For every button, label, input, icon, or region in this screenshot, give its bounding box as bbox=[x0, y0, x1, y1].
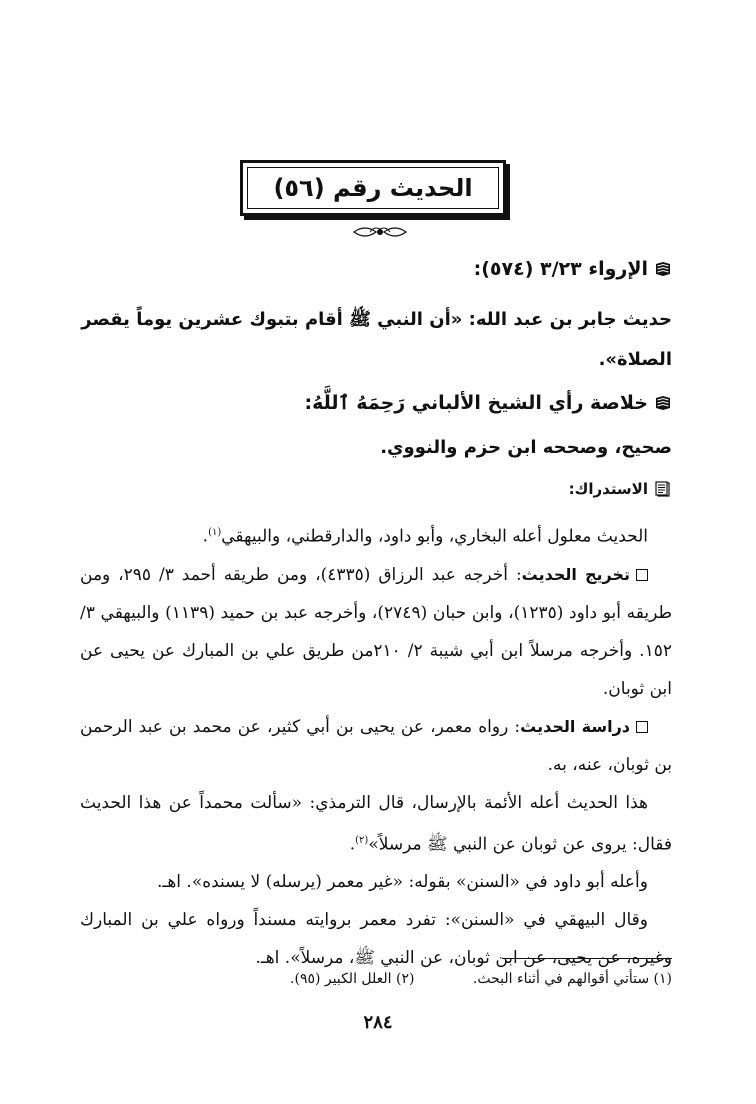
istidrak-p1-text: الحديث معلول أعله البخاري، وأبو داود، والدارقطني، والبيهقي bbox=[221, 526, 648, 547]
dirasa-paragraph bbox=[80, 708, 672, 784]
istidrak-paragraph-5: وأعله أبو داود في «السنن» بقوله: «غير معمر (يرسله) لا يسنده». اهـ. bbox=[156, 872, 648, 893]
summary-text: صحيح، وصححه ابن حزم والنووي. bbox=[380, 437, 672, 458]
irwa-text-line2: الصلاة». bbox=[598, 349, 672, 370]
istidrak-paragraph-4 bbox=[80, 784, 672, 864]
footnote-ref-1: (١) bbox=[208, 527, 222, 538]
summary-heading: خلاصة رأي الشيخ الألباني رَحِمَهُ ٱللَّهُ: bbox=[304, 392, 648, 414]
footnote-2: (٢) العلل الكبير (٩٥). bbox=[290, 971, 415, 987]
istidrak-p1-end: . bbox=[202, 526, 209, 547]
irwa-heading-row bbox=[80, 258, 672, 280]
page-number: ٢٨٤ bbox=[363, 1012, 393, 1033]
takhrij-text: : أخرجه عبد الرزاق (٤٣٣٥)، ومن طريقه أحمد ٣/ ٢٩٥، ومن طريقه أبو داود (١٢٣٥)، وابن حبان (٢٧٤٩)، وأخرجه عبد بن حميد (١١٣٩) والبيهقي ٣/ ١٥٢. وأخرجه مرسلاً ابن أبي شيبة ٢/ ٢١٠من طريق علي بن المبارك عن يحيى عن ابن ثوبان. bbox=[80, 564, 672, 699]
istidrak-heading-row bbox=[80, 480, 672, 498]
takhrij-paragraph bbox=[80, 556, 672, 708]
istidrak-paragraph-1 bbox=[80, 514, 672, 556]
square-bullet-icon bbox=[636, 569, 648, 581]
istidrak-paragraph-6: وقال البيهقي في «السنن»: تفرد معمر بروايته مسنداً ورواه علي بن المبارك وغيره، عن يحيى، عن ابن ثوبان، عن النبي ﷺ، مرسلاً». اهـ. bbox=[80, 910, 672, 969]
istidrak-p4-text: هذا الحديث أعله الأئمة بالإرسال، قال الترمذي: «سألت محمداً عن هذا الحديث فقال: يروى عن ثوبان عن النبي ﷺ مرسلاً» bbox=[80, 792, 672, 855]
book-icon bbox=[654, 395, 672, 411]
istidrak-body bbox=[80, 514, 672, 977]
book-icon bbox=[654, 261, 672, 277]
page-title: الحديث رقم (٥٦) bbox=[273, 174, 473, 202]
irwa-text-line1: حديث جابر بن عبد الله: «أن النبي ﷺ أقام بتبوك عشرين يوماً يقصر bbox=[81, 309, 672, 330]
summary-heading-row bbox=[80, 392, 672, 414]
takhrij-label: تخريج الحديث bbox=[521, 564, 630, 584]
istidrak-heading: الاستدراك: bbox=[568, 480, 648, 498]
document-icon bbox=[654, 481, 672, 497]
footnotes bbox=[80, 966, 672, 992]
istidrak-p4-end: . bbox=[349, 834, 356, 855]
ornament-icon bbox=[350, 222, 410, 242]
dirasa-label: دراسة الحديث bbox=[520, 716, 630, 736]
footnote-1: (١) ستأتي أقوالهم في أثناء البحث. bbox=[472, 971, 672, 987]
irwa-heading: الإرواء ٣/٢٣ (٥٧٤): bbox=[473, 258, 648, 280]
footnote-separator bbox=[502, 958, 672, 959]
irwa-text bbox=[80, 300, 672, 380]
footnote-ref-2: (٢) bbox=[355, 834, 369, 846]
square-bullet-icon bbox=[636, 721, 648, 733]
dirasa-text: : رواه معمر، عن يحيى بن أبي كثير، عن محمد بن عبد الرحمن بن ثوبان، عنه، به. bbox=[80, 716, 672, 775]
title-box bbox=[240, 160, 506, 216]
